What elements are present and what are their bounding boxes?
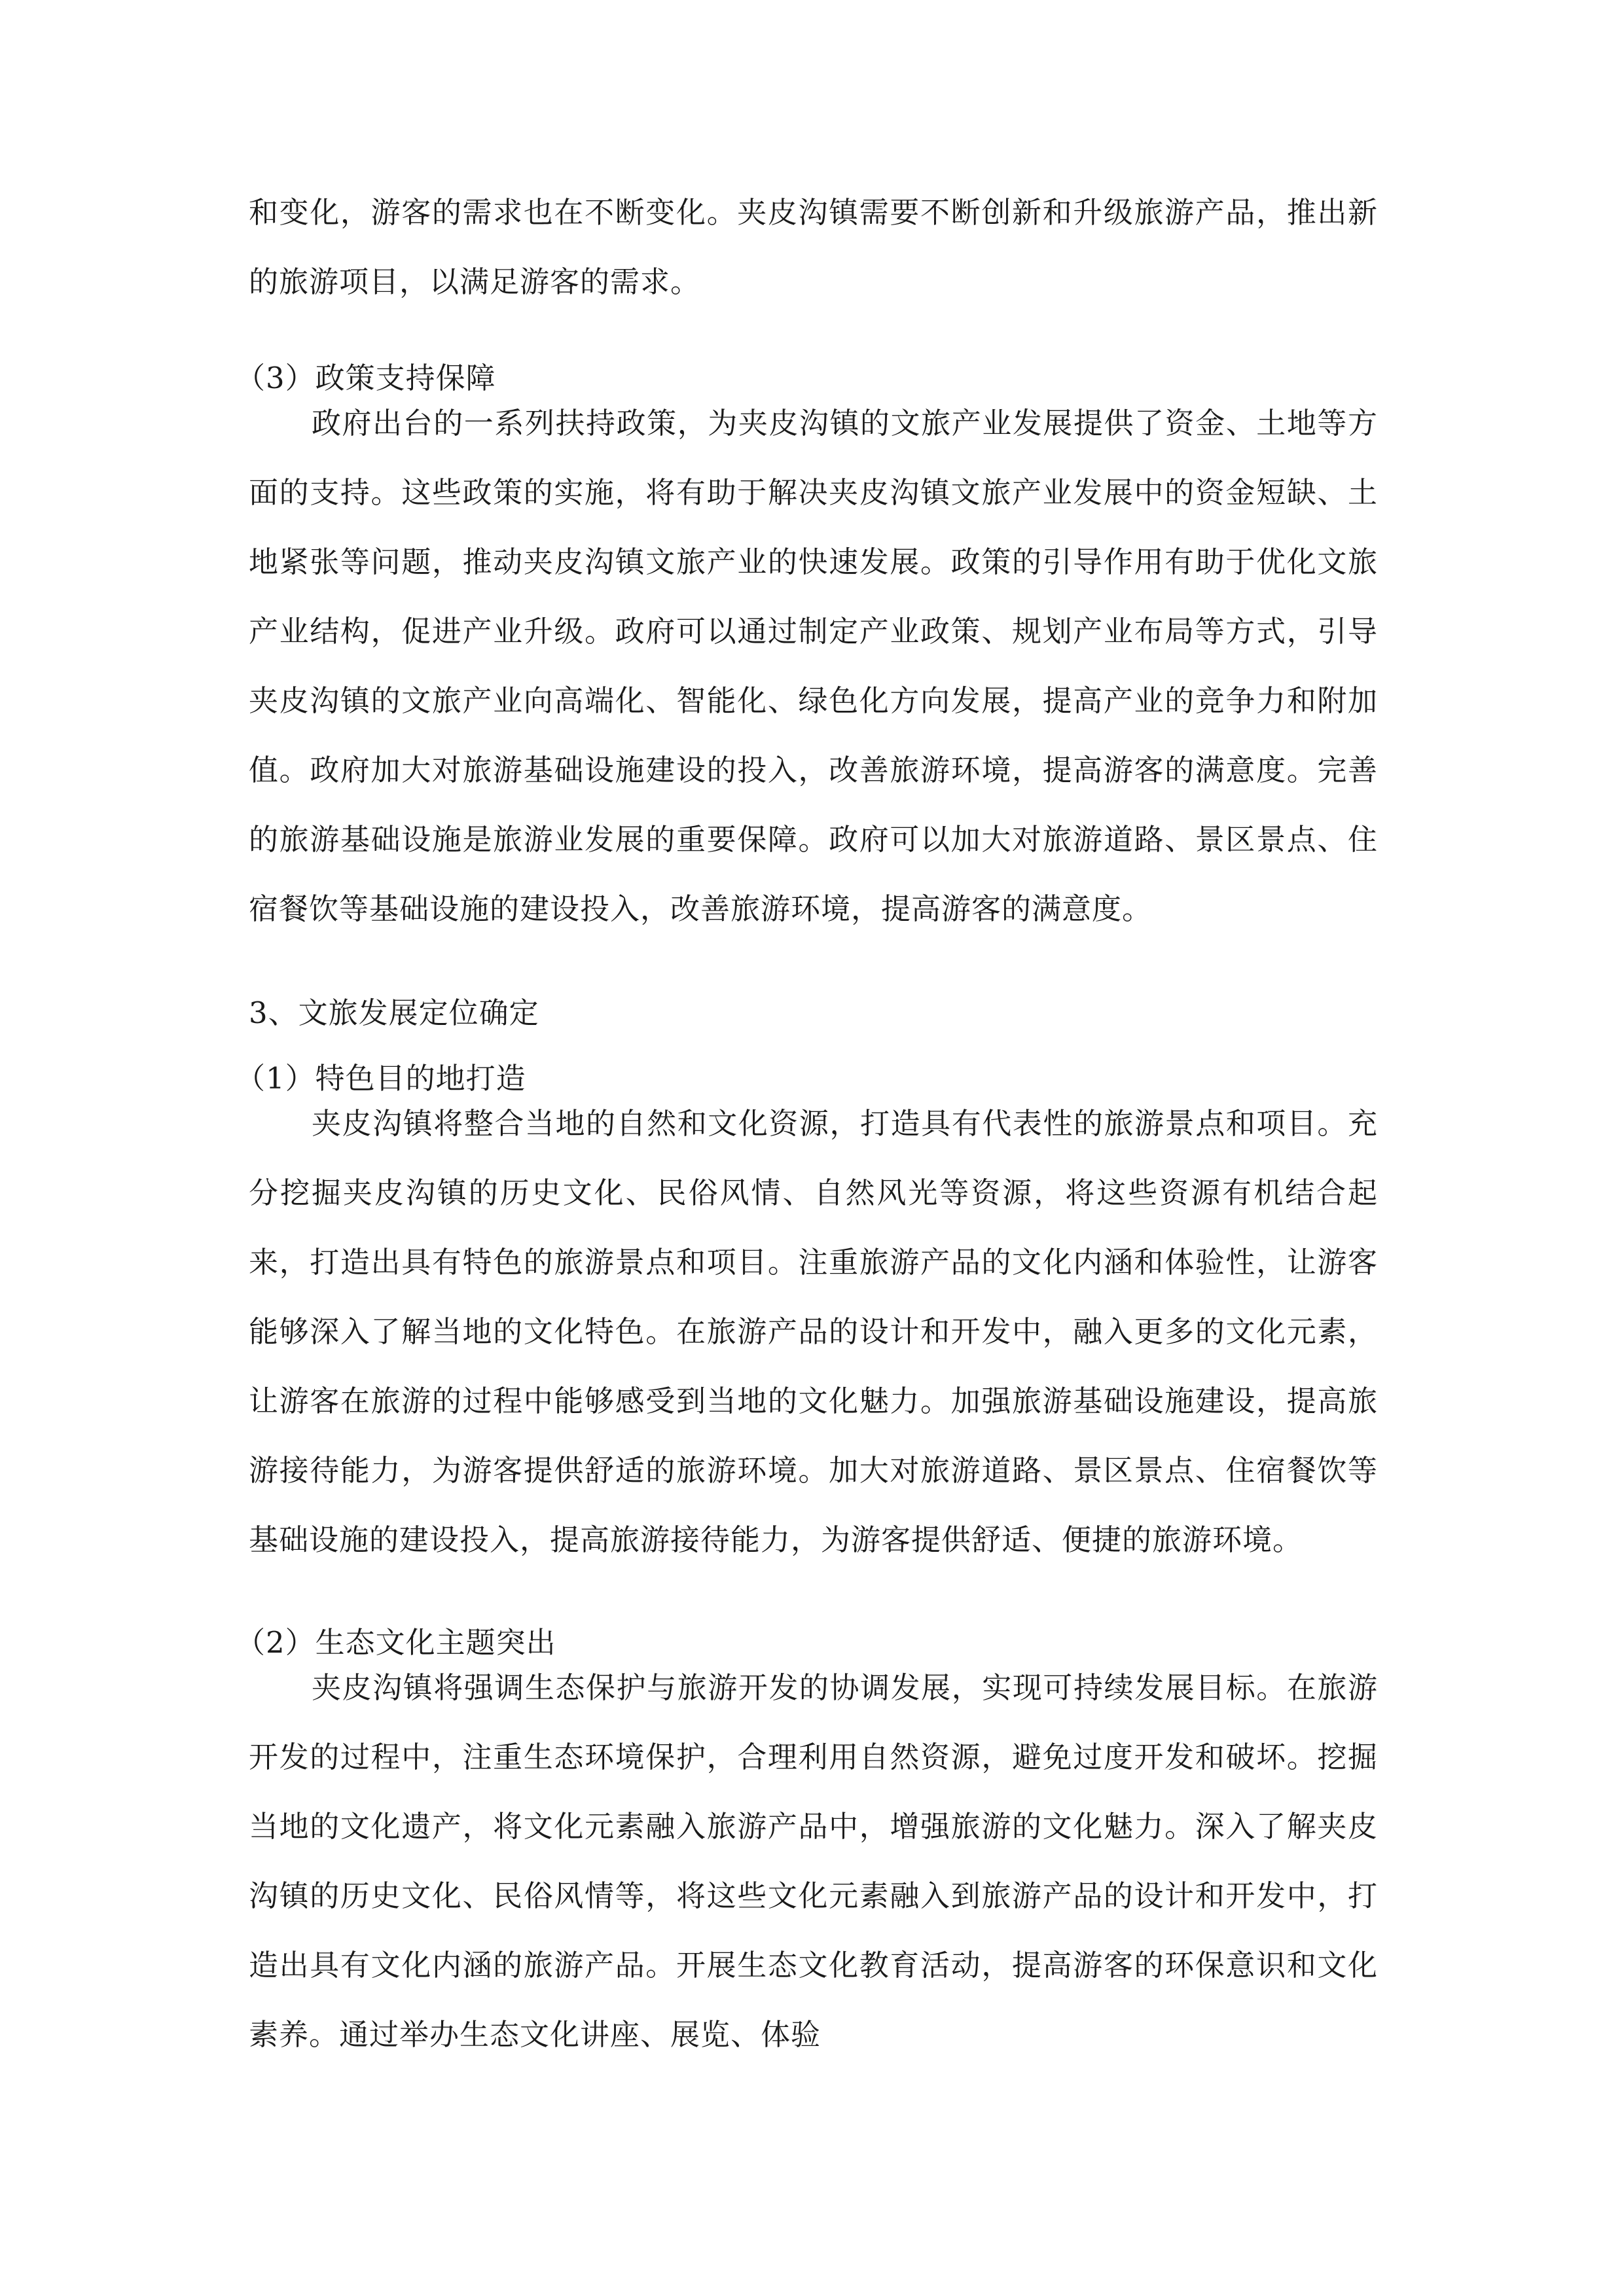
heading-section-3-positioning: 3、文旅发展定位确定: [249, 996, 539, 1030]
heading-featured-destination: （1）特色目的地打造: [236, 1061, 526, 1096]
paragraph-product-innovation-continued: 和变化，游客的需求也在不断变化。夹皮沟镇需要不断创新和升级旅游产品，推出新的旅游项目，以满足游客的需求。: [249, 195, 1378, 299]
heading-eco-culture-theme: （2）生态文化主题突出: [236, 1625, 556, 1660]
paragraph-policy-support: 政府出台的一系列扶持政策，为夹皮沟镇的文旅产业发展提供了资金、土地等方面的支持。这些政策的实施，将有助于解决夹皮沟镇文旅产业发展中的资金短缺、土地紧张等问题，推动夹皮沟镇文旅产业的快速发展。政策的引导作用有助于优化文旅产业结构，促进产业升级。政府可以通过制定产业政策、规划产业布局等方式，引导夹皮沟镇的文旅产业向高端化、智能化、绿色化方向发展，提高产业的竞争力和附加值。政府加大对旅游基础设施建设的投入，改善旅游环境，提高游客的满意度。完善的旅游基础设施是旅游业发展的重要保障。政府可以加大对旅游道路、景区景点、住宿餐饮等基础设施的建设投入，改善旅游环境，提高游客的满意度。: [249, 406, 1378, 926]
heading-policy-support: （3）政策支持保障: [236, 361, 496, 395]
paragraph-eco-culture-theme: 夹皮沟镇将强调生态保护与旅游开发的协调发展，实现可持续发展目标。在旅游开发的过程中，注重生态环境保护，合理利用自然资源，避免过度开发和破坏。挖掘当地的文化遗产，将文化元素融入旅游产品中，增强旅游的文化魅力。深入了解夹皮沟镇的历史文化、民俗风情等，将这些文化元素融入到旅游产品的设计和开发中，打造出具有文化内涵的旅游产品。开展生态文化教育活动，提高游客的环保意识和文化素养。通过举办生态文化讲座、展览、体验: [249, 1670, 1378, 2052]
paragraph-featured-destination: 夹皮沟镇将整合当地的自然和文化资源，打造具有代表性的旅游景点和项目。充分挖掘夹皮沟镇的历史文化、民俗风情、自然风光等资源，将这些资源有机结合起来，打造出具有特色的旅游景点和项目。注重旅游产品的文化内涵和体验性，让游客能够深入了解当地的文化特色。在旅游产品的设计和开发中，融入更多的文化元素，让游客在旅游的过程中能够感受到当地的文化魅力。加强旅游基础设施建设，提高旅游接待能力，为游客提供舒适的旅游环境。加大对旅游道路、景区景点、住宿餐饮等基础设施的建设投入，提高旅游接待能力，为游客提供舒适、便捷的旅游环境。: [249, 1106, 1378, 1557]
